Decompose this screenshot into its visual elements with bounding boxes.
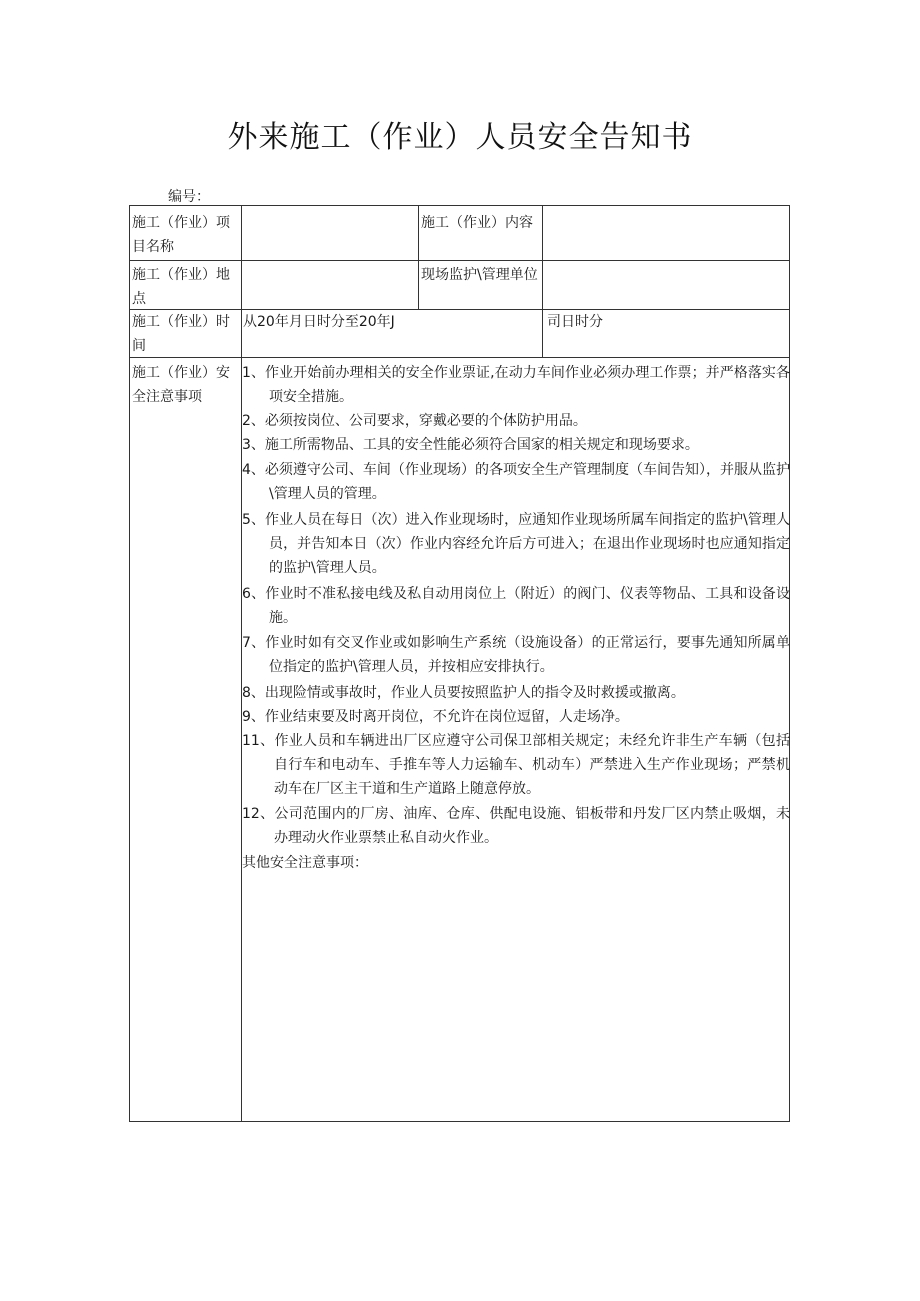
safety-notes-label: 施工（作业）安全注意事项 xyxy=(132,365,230,405)
document-title: 外来施工（作业）人员安全告知书 xyxy=(227,120,693,155)
time-label: 施工（作业）时间 xyxy=(132,314,230,354)
safety-note-item: 7、作业时如有交叉作业或如影响生产系统（设施设备）的正常运行，要事先通知所属单位指定的监护\管理人员，并按相应安排执行。 xyxy=(242,635,790,675)
safety-note-item: 11、作业人员和车辆进出厂区应遵守公司保卫部相关规定；未经允许非生产车辆（包括自行车和电动车、手推车等人力运输车、机动车）严禁进入生产作业现场；严禁机动车在厂区主干道和生产道路上随意停放。 xyxy=(242,733,790,797)
time-value-end: 司日时分 xyxy=(547,314,603,330)
safety-note-item: 12、公司范围内的厂房、油库、仓库、供配电设施、铝板带和丹发厂区内禁止吸烟，未办理动火作业票禁止私自动火作业。 xyxy=(242,806,790,846)
location-label: 施工（作业）地点 xyxy=(132,267,230,307)
supervisor-unit-label: 现场监护\管理单位 xyxy=(421,267,538,283)
content-label: 施工（作业）内容 xyxy=(421,215,533,231)
safety-note-item: 4、必须遵守公司、车间（作业现场）的各项安全生产管理制度（车间告知），并服从监护\管理人员的管理。 xyxy=(242,462,790,502)
other-notes-label: 其他安全注意事项： xyxy=(242,855,368,871)
safety-note-item: 2、必须按岗位、公司要求，穿戴必要的个体防护用品。 xyxy=(242,413,587,429)
column-divider xyxy=(418,206,419,309)
project-name-label: 施工（作业）项目名称 xyxy=(132,215,230,255)
notice-form-table xyxy=(129,205,790,1122)
safety-note-item: 3、施工所需物品、工具的安全性能必须符合国家的相关规定和现场要求。 xyxy=(242,437,699,453)
serial-number xyxy=(168,186,300,206)
safety-note-item: 8、出现险情或事故时，作业人员要按照监护人的指令及时救援或撤离。 xyxy=(242,685,685,701)
serial-label: 编号： xyxy=(168,189,210,205)
safety-note-item: 6、作业时不准私接电线及私自动用岗位上（附近）的阀门、仪表等物品、工具和设备设施。 xyxy=(242,586,790,626)
safety-note-item: 1、作业开始前办理相关的安全作业票证,在动力车间作业必须办理工作票；并严格落实各项安全措施。 xyxy=(242,365,790,405)
safety-note-item: 9、作业结束要及时离开岗位，不允许在岗位逗留，人走场净。 xyxy=(242,709,629,725)
location-field[interactable] xyxy=(242,261,417,308)
safety-note-item: 5、作业人员在每日（次）进入作业现场时，应通知作业现场所属车间指定的监护\管理人员，并告知本日（次）作业内容经允许后方可进入；在退出作业现场时也应通知指定的监护\管理人员。 xyxy=(242,512,790,576)
supervisor-unit-field[interactable] xyxy=(543,261,789,308)
time-value-start: 从20年月日时分至20年J xyxy=(243,314,395,330)
serial-blank-field[interactable] xyxy=(214,191,300,206)
content-field[interactable] xyxy=(543,207,789,259)
project-name-field[interactable] xyxy=(242,207,417,259)
